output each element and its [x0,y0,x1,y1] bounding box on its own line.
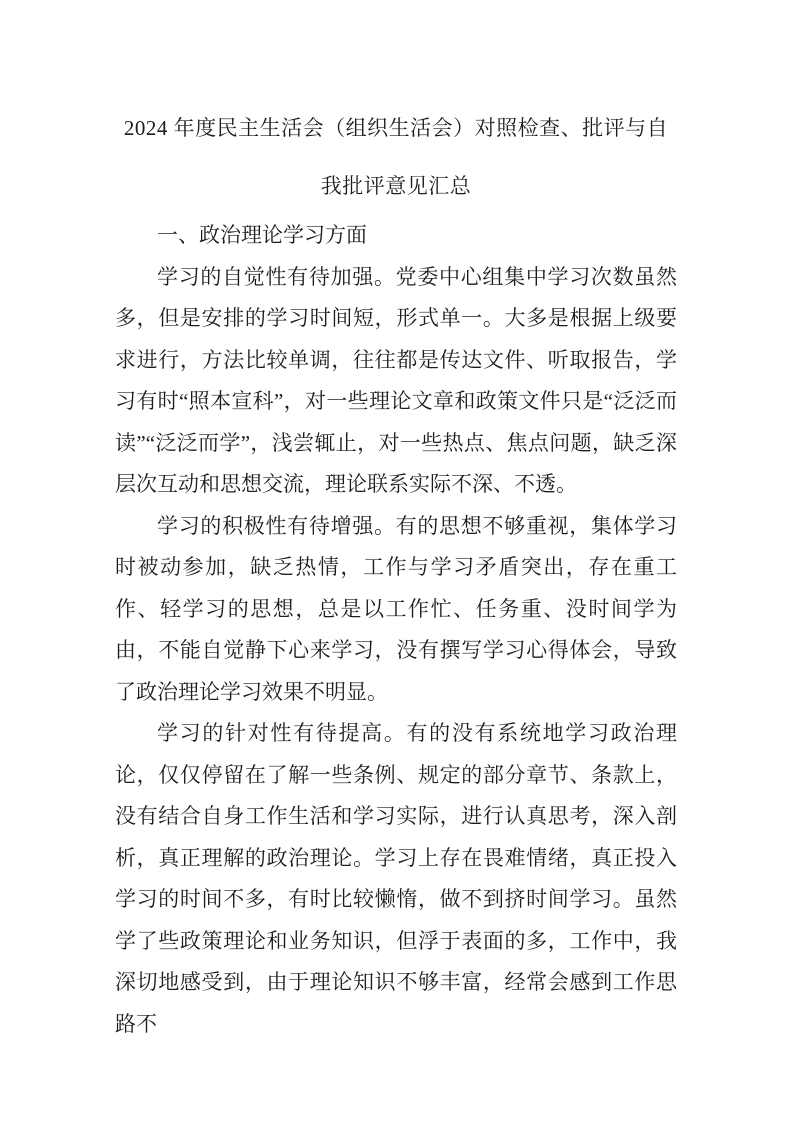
paragraph-study-pertinence: 学习的针对性有待提高。有的没有系统地学习政治理论，仅仅停留在了解一些条例、规定的部分章节、条款上，没有结合自身工作生活和学习实际，进行认真思考，深入剖析，真正理解的政治理论。学习上存在畏难情绪，真正投入学习的时间不多，有时比较懒惰，做不到挤时间学习。虽然学了些政策理论和业务知识，但浮于表面的多，工作中，我深切地感受到，由于理论知识不够丰富，经常会感到工作思路不 [115,721,677,1036]
paragraph-study-enthusiasm: 学习的积极性有待增强。有的思想不够重视，集体学习时被动参加，缺乏热情，工作与学习矛盾突出，存在重工作、轻学习的思想，总是以工作忙、任务重、没时间学为由，不能自觉静下心来学习，没有撰写学习心得体会，导致了政治理论学习效果不明显。 [115,513,677,704]
paragraph-study-self-consciousness: 学习的自觉性有待加强。党委中心组集中学习次数虽然多，但是安排的学习时间短，形式单一。大多是根据上级要求进行，方法比较单调，往往都是传达文件、听取报告，学习有时“照本宣科”，对一些理论文章和政策文件只是“泛泛而读”“泛泛而学”，浅尝辄止，对一些热点、焦点问题，缺乏深层次互动和思想交流，理论联系实际不深、不透。 [115,264,677,496]
section-heading-political-theory-study: 一、政治理论学习方面 [157,223,367,247]
document-body [115,215,677,1045]
document-title: 2024 年度民主生活会（组织生活会）对照检查、批评与自我批评意见汇总 [123,116,669,198]
